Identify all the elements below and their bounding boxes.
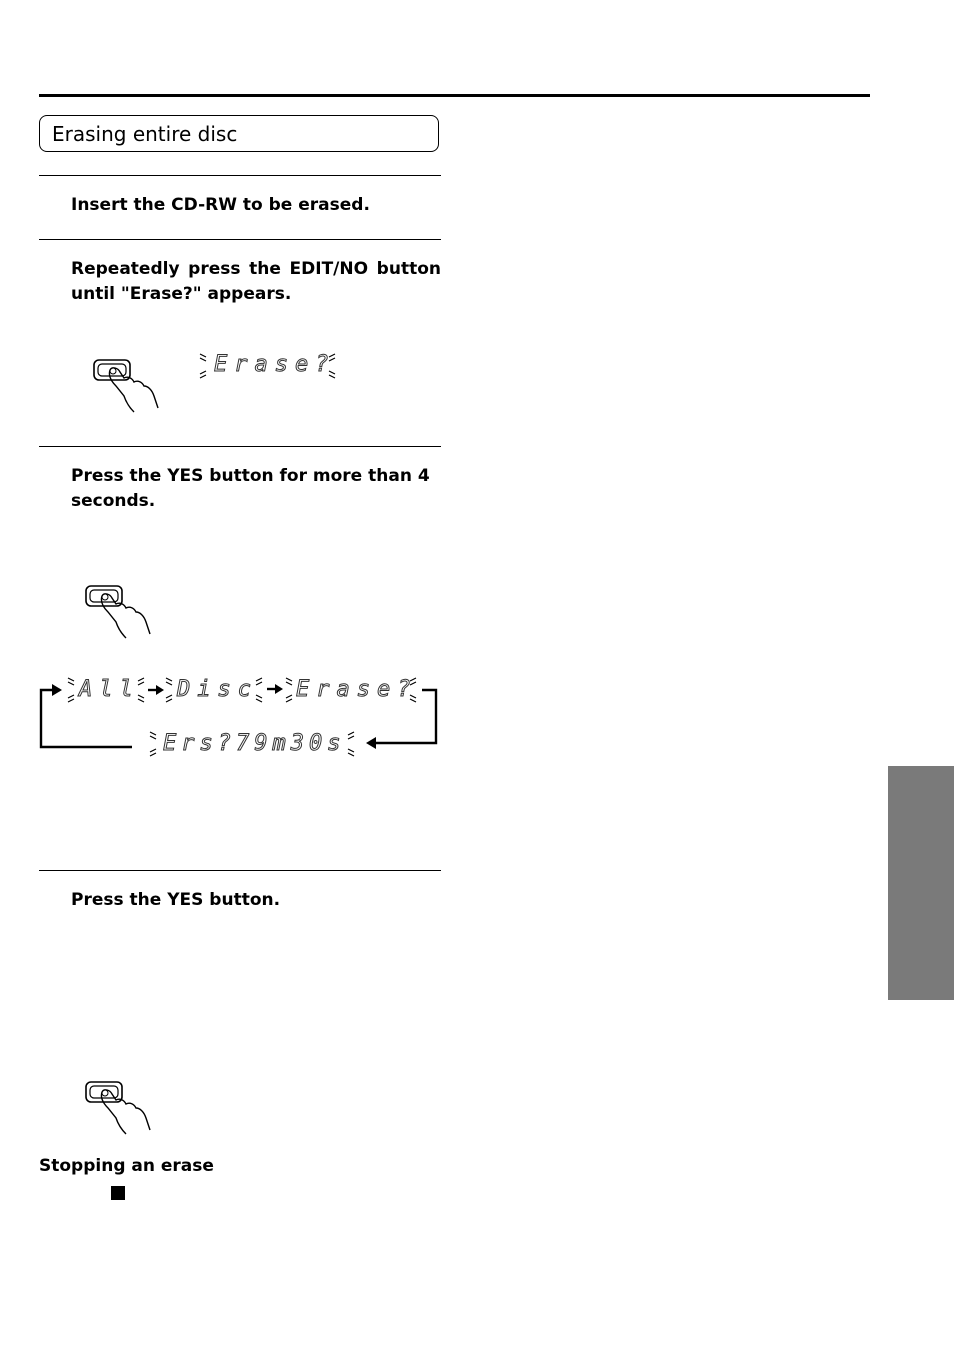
blink-marks-left: [198, 352, 210, 382]
section-title: Erasing entire disc: [39, 115, 439, 152]
step-divider: [39, 175, 441, 176]
step-1-text: Insert the CD-RW to be erased.: [71, 195, 370, 215]
display-remaining-time: Ers?79m30s: [163, 731, 346, 756]
display-disc: Disc: [177, 677, 258, 702]
step-3-text: Press the YES button for more than 4 seconds.: [71, 466, 430, 511]
step-2-text: Repeatedly press the EDIT/NO button until "Erase?" appears.: [71, 259, 441, 304]
press-button-illustration: [80, 1078, 160, 1138]
step-divider: [39, 446, 441, 447]
blink-marks-right: [325, 352, 337, 382]
step-4-text: Press the YES button.: [71, 890, 281, 910]
side-tab: [888, 766, 954, 1000]
stopping-heading: Stopping an erase: [39, 1156, 214, 1176]
top-rule: [39, 94, 870, 97]
press-button-illustration: [80, 582, 160, 642]
step-divider: [39, 870, 441, 871]
stop-icon: [111, 1186, 125, 1200]
display-erase-cycle: Erase?: [296, 677, 418, 702]
display-all: All: [79, 677, 140, 702]
step-divider: [39, 239, 441, 240]
press-button-illustration: [88, 356, 168, 416]
display-erase: Erase?: [214, 352, 336, 377]
